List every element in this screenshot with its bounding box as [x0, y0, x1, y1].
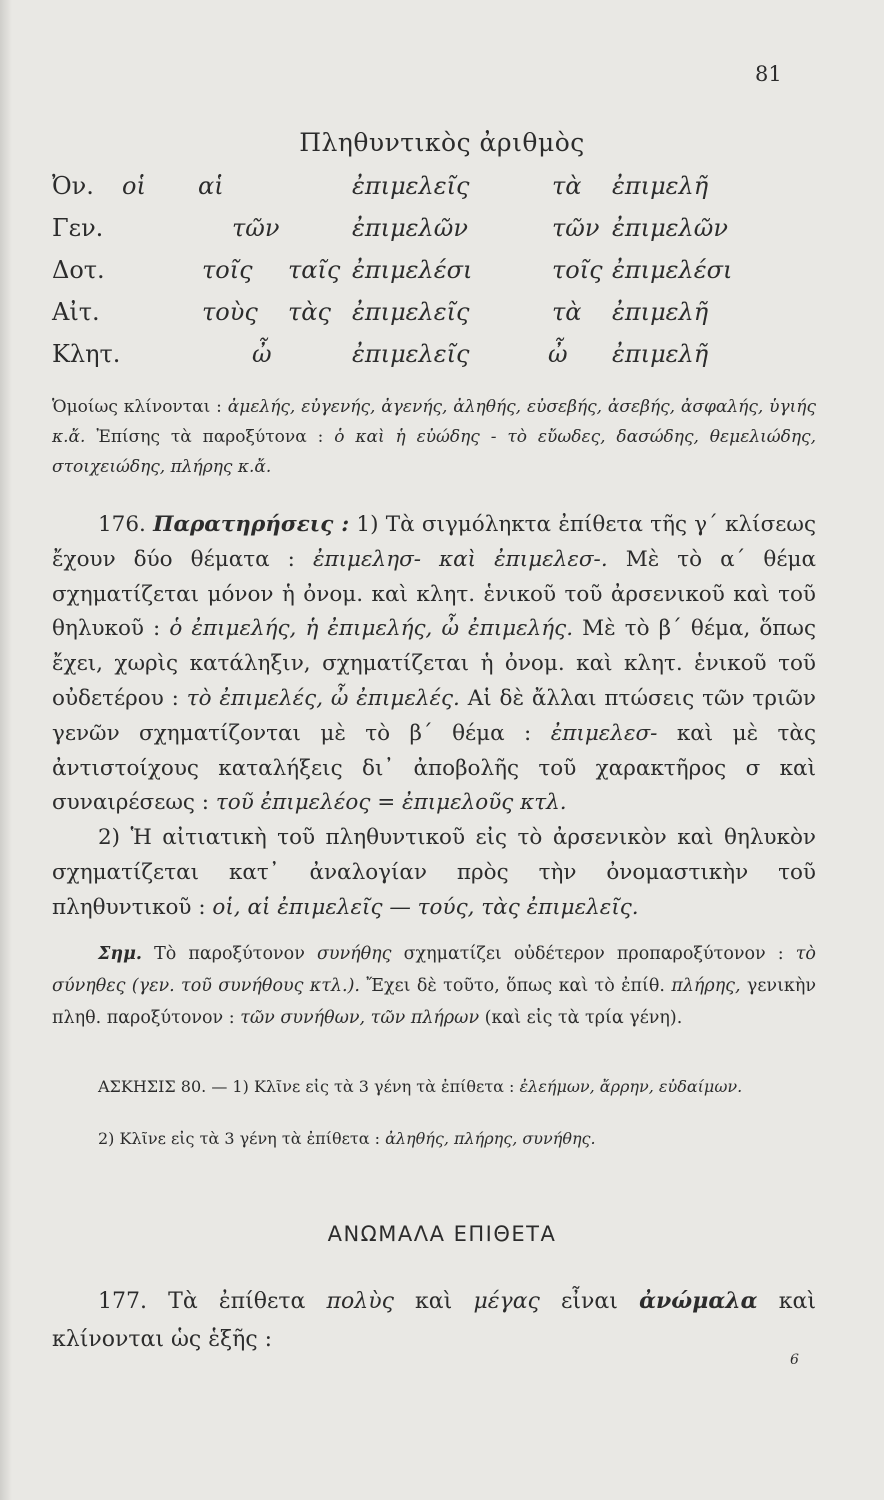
paradigm-row — [52, 172, 812, 214]
body-text: εἶναι — [561, 1289, 618, 1314]
example-word: μέγας — [473, 1289, 540, 1314]
article-feminine: ὦ — [252, 340, 272, 368]
form-neuter: ἐπιμελῆ — [612, 172, 709, 200]
exercise-words: ἀληθής, πλήρης, συνήθης. — [385, 1129, 596, 1148]
similar-paroxytone-words: ὁ καὶ ἡ εὐώδης - τὸ εὔωδες, δασώδης, θεμελιώδης, στοιχειώδης, πλήρης κ.ἄ. — [52, 427, 816, 477]
body-text: 1) Τὰ σιγμόληκτα ἐπίθετα τῆς γ΄ κλίσεως ἔχουν δύο θέματα : — [52, 512, 816, 572]
note-text: Ἔχει δὲ τοῦτο, ὅπως καὶ τὸ ἐπίθ. — [366, 976, 665, 996]
paragraph-176-part-2 — [52, 821, 816, 925]
exercise-text: 2) Κλῖνε εἰς τὰ 3 γένη τὰ ἐπίθετα : — [98, 1129, 381, 1148]
remark-note — [52, 938, 816, 1034]
exercise-item-1 — [52, 1072, 816, 1102]
paradigm-row — [52, 256, 812, 298]
form-neuter: ἐπιμελῶν — [612, 214, 728, 242]
stem-forms: ἐπιμελεσ- — [550, 720, 658, 746]
body-text: καὶ μὲ τὰς ἀντιστοίχους καταλήξεις δι᾿ ἀποβολῆς τοῦ χαρακτῆρος σ καὶ συναιρέσεως : — [52, 720, 816, 816]
example-forms: τὸ ἐπιμελές, ὦ ἐπιμελές. — [186, 685, 460, 711]
body-text: Μὲ τὸ α΄ θέμα σχηματίζεται μόνον ἡ ὀνομ. καὶ κλητ. ἑνικοῦ τοῦ ἀρσενικοῦ καὶ τοῦ θηλυκοῦ : — [52, 546, 816, 642]
section-title: ΑΝΩΜΑΛΑ ΕΠΙΘΕΤΑ — [327, 1222, 557, 1246]
exercise-label: ΑΣΚΗΣΙΣ 80. — [98, 1077, 207, 1096]
article-feminine: ταῖς — [288, 256, 341, 284]
case-label: Αἰτ. — [52, 298, 100, 326]
note-example: τὸ σύνηθες (γεν. τοῦ συνήθους κτλ.). — [52, 944, 816, 996]
exercise-item-2 — [52, 1124, 816, 1154]
signature-mark: 6 — [790, 1352, 799, 1368]
similar-lead: Ὁμοίως κλίνονται : — [52, 397, 222, 417]
paradigm-row — [52, 298, 812, 340]
stem-forms: ἐπιμελησ- καὶ ἐπιμελεσ-. — [312, 546, 608, 572]
page-number: 81 — [755, 62, 782, 86]
paragraph-number: 176. — [98, 512, 146, 537]
paragraph-176-part-1 — [52, 508, 816, 821]
plural-heading: Πληθυντικὸς ἀριθμὸς — [299, 128, 585, 157]
body-text: καὶ — [415, 1289, 453, 1314]
body-text: Μὲ τὸ β΄ θέμα, ὅπως ἔχει, χωρὶς κατάληξιν, σχηματίζεται ἡ ὀνομ. καὶ κλητ. ἑνικοῦ τοῦ οὐδετέρου : — [52, 616, 816, 711]
article-masculine: οἱ — [122, 172, 146, 200]
form-neuter: ἐπιμελῆ — [612, 340, 709, 368]
paragraph-177-text — [52, 1282, 816, 1359]
example-forms: τοῦ ἐπιμελέος = ἐπιμελοῦς κτλ. — [215, 790, 567, 816]
article-feminine: τῶν — [232, 214, 280, 242]
exercise-words: ἐλεήμων, ἄρρην, εὐδαίμων. — [519, 1077, 743, 1096]
form-neuter: ἐπιμελέσι — [612, 256, 733, 284]
case-label: Ὀν. — [52, 172, 94, 200]
note-text: (καὶ εἰς τὰ τρία γένη). — [484, 1008, 683, 1028]
paragraph-heading: Παρατηρήσεις : — [153, 512, 350, 537]
note-text: σχηματίζει οὐδέτερον προπαροξύτονον : — [403, 944, 784, 964]
paragraph-176 — [52, 508, 816, 926]
note-example: συνήθης — [316, 944, 392, 964]
page-binding-shadow — [0, 0, 12, 1500]
similar-mid: Ἐπίσης τὰ παροξύτονα : — [96, 427, 324, 447]
case-label: Κλητ. — [52, 340, 121, 368]
example-forms: ὁ ἐπιμελής, ἡ ἐπιμελής, ὦ ἐπιμελής. — [169, 616, 574, 642]
similar-words: ἀμελής, εὐγενής, ἀγενής, ἀληθής, εὐσεβής, ἀσεβής, ἀσφαλής, ὑγιής κ.ἄ. — [52, 397, 817, 447]
similar-declension-note — [52, 392, 816, 482]
article-feminine: αἱ — [198, 172, 224, 200]
example-forms: οἱ, αἱ ἐπιμελεῖς — τούς, τὰς ἐπιμελεῖς. — [212, 894, 639, 920]
declension-paradigm — [52, 172, 812, 382]
example-word: πολὺς — [326, 1289, 394, 1314]
note-text: γενικὴν πληθ. παροξύτονον : — [52, 976, 816, 1028]
form-masc-fem: ἐπιμελεῖς — [352, 298, 470, 326]
body-text: Τὰ ἐπίθετα — [168, 1289, 306, 1314]
note-text: Τὸ παροξύτονον — [154, 944, 305, 964]
emphasis-word: ἀνώμαλα — [639, 1288, 758, 1314]
case-label: Γεν. — [52, 214, 104, 242]
article-masculine: τοὺς — [202, 298, 258, 326]
paragraph-177 — [52, 1282, 816, 1359]
paradigm-row — [52, 340, 812, 382]
body-text: 2) Ἡ αἰτιατικὴ τοῦ πληθυντικοῦ εἰς τὸ ἀρσενικὸν καὶ θηλυκὸν σχηματίζεται κατ᾿ ἀναλογίαν πρὸς τὴν ὀνομαστικὴν τοῦ πληθυντικοῦ : — [52, 825, 816, 920]
case-label: Δοτ. — [52, 256, 105, 284]
note-example: πλήρης, — [671, 976, 741, 996]
body-text: καὶ κλίνονται ὡς ἑξῆς : — [52, 1289, 816, 1352]
exercise-text: — 1) Κλῖνε εἰς τὰ 3 γένη τὰ ἐπίθετα : — [211, 1077, 515, 1096]
paragraph-number: 177. — [98, 1289, 147, 1314]
article-masculine: τοῖς — [202, 256, 253, 284]
article-neuter: τῶν — [552, 214, 600, 242]
form-neuter: ἐπιμελῆ — [612, 298, 709, 326]
body-text: Αἱ δὲ ἄλλαι πτώσεις τῶν τριῶν γενῶν σχηματίζονται μὲ τὸ β΄ θέμα : — [52, 685, 816, 746]
note-label: Σημ. — [98, 944, 142, 964]
form-masc-fem: ἐπιμελεῖς — [352, 172, 470, 200]
note-example: τῶν συνήθων, τῶν πλήρων — [240, 1008, 480, 1028]
article-feminine: τὰς — [288, 298, 331, 326]
exercise-80 — [52, 1072, 816, 1154]
paradigm-row — [52, 214, 812, 256]
form-masc-fem: ἐπιμελῶν — [352, 214, 468, 242]
form-masc-fem: ἐπιμελεῖς — [352, 340, 470, 368]
article-neuter: τὰ — [552, 298, 582, 326]
article-neuter: ὦ — [548, 340, 568, 368]
article-neuter: τὰ — [552, 172, 582, 200]
form-masc-fem: ἐπιμελέσι — [352, 256, 473, 284]
article-neuter: τοῖς — [552, 256, 603, 284]
